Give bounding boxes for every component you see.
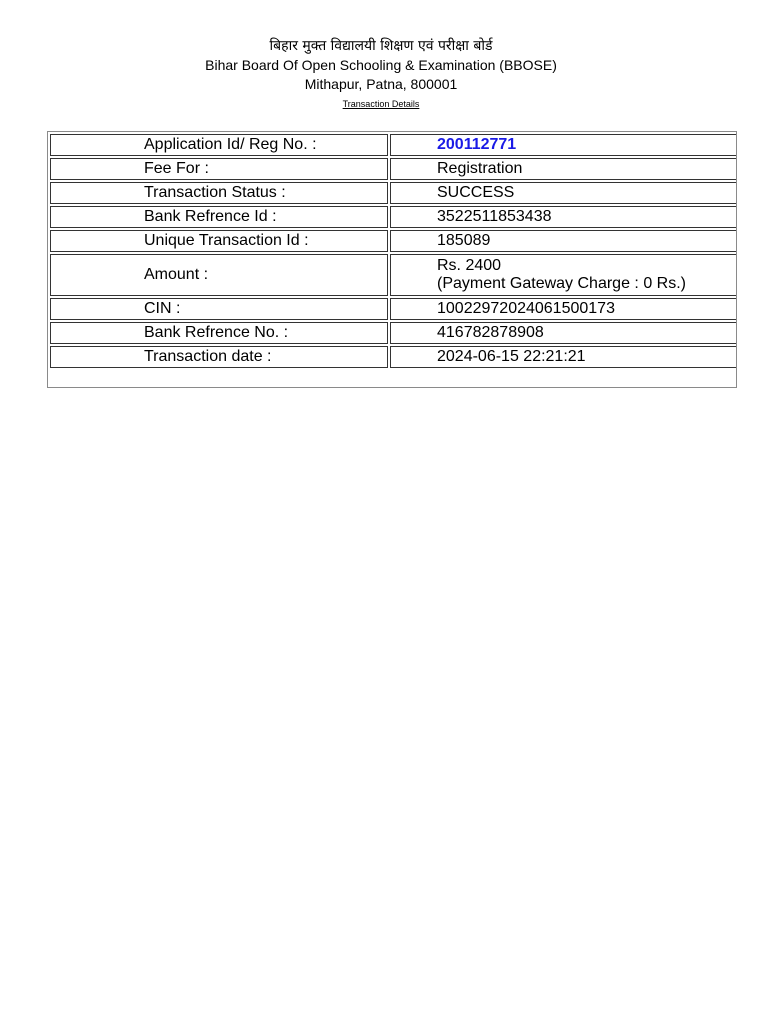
fee-for-label: Fee For :: [50, 158, 388, 180]
document-header: [0, 36, 762, 110]
unique-txn-value: 185089: [390, 230, 737, 252]
unique-txn-label: Unique Transaction Id :: [50, 230, 388, 252]
amount-cell: [390, 254, 737, 296]
amount-value: Rs. 2400: [437, 257, 502, 274]
board-address: Mithapur, Patna, 800001: [304, 76, 458, 92]
amount-label: Amount :: [50, 254, 388, 296]
bank-ref-id-value: 3522511853438: [390, 206, 737, 228]
table-row: [50, 206, 737, 228]
table-row: [50, 230, 737, 252]
transaction-details-table: [48, 132, 737, 370]
amount-note: (Payment Gateway Charge : 0 Rs.): [437, 275, 686, 292]
table-row: [50, 134, 737, 156]
table-row: [50, 346, 737, 368]
cin-value: 10022972024061500173: [390, 298, 737, 320]
bank-ref-no-value: 416782878908: [390, 322, 737, 344]
table-row: [50, 322, 737, 344]
board-title-hindi: बिहार मुक्त विद्यालयी शिक्षण एवं परीक्षा बोर्ड: [269, 38, 493, 54]
bank-ref-id-label: Bank Refrence Id :: [50, 206, 388, 228]
cin-label: CIN :: [50, 298, 388, 320]
table-row: [50, 182, 737, 204]
status-label: Transaction Status :: [50, 182, 388, 204]
table-row: [50, 298, 737, 320]
app-id-cell: [390, 134, 737, 156]
transaction-details-table-frame: [47, 131, 737, 388]
board-title-english: Bihar Board Of Open Schooling & Examination (BBOSE): [205, 57, 557, 73]
app-id-link[interactable]: 200112771: [437, 136, 517, 153]
txn-date-value: 2024-06-15 22:21:21: [390, 346, 737, 368]
bank-ref-no-label: Bank Refrence No. :: [50, 322, 388, 344]
app-id-label: Application Id/ Reg No. :: [50, 134, 388, 156]
txn-date-label: Transaction date :: [50, 346, 388, 368]
section-title: Transaction Details: [342, 99, 420, 109]
fee-for-value: Registration: [390, 158, 737, 180]
status-value: SUCCESS: [390, 182, 737, 204]
table-row: [50, 158, 737, 180]
table-row: [50, 254, 737, 296]
